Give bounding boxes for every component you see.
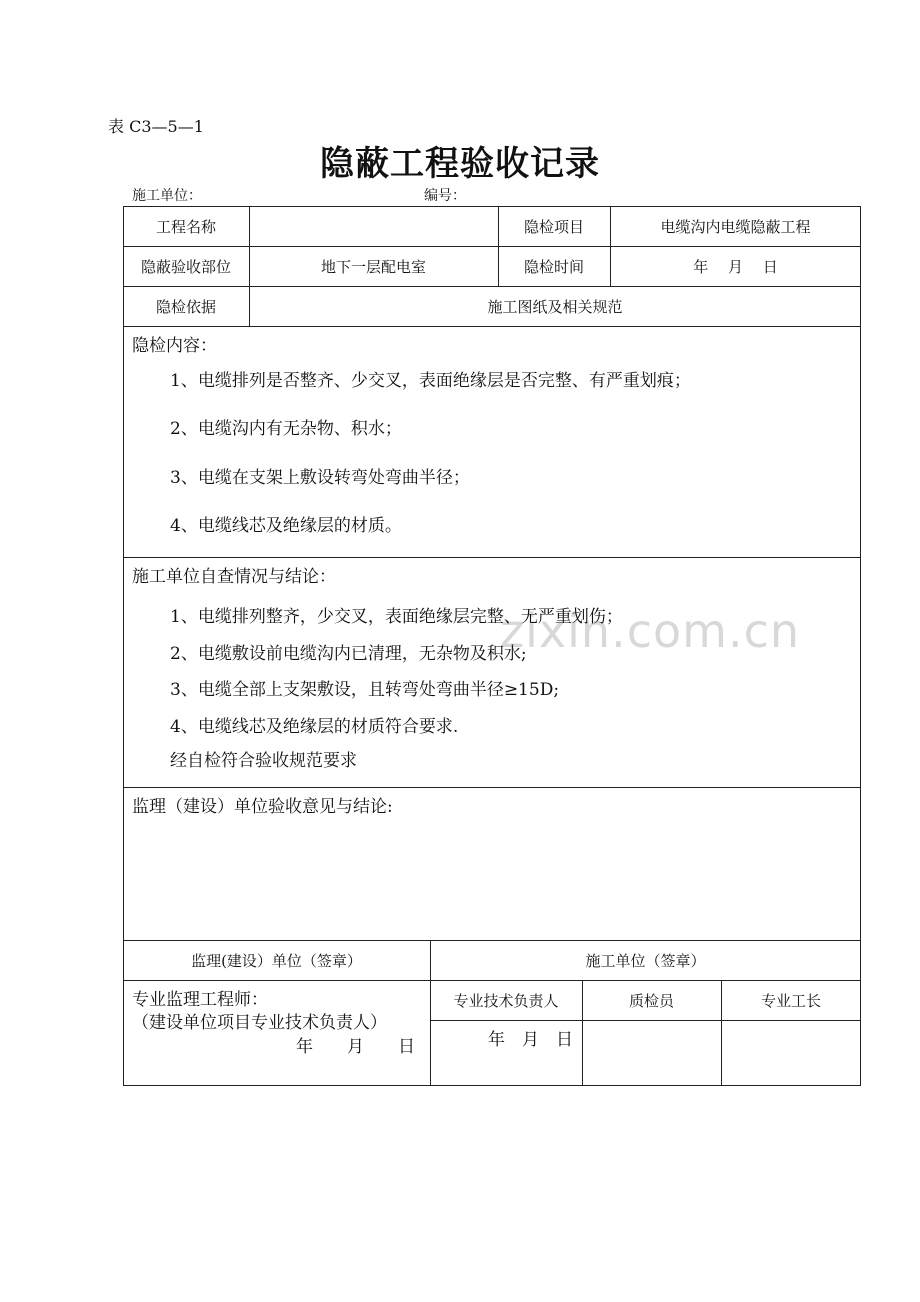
engineer-date: 年 月 日 xyxy=(296,1037,415,1057)
watermark: zixin.com.cn xyxy=(500,604,801,658)
page-title: 隐蔽工程验收记录 xyxy=(320,144,600,184)
number-label: 编号： xyxy=(424,188,466,204)
self-check-conclusion: 经自检符合验收规范要求 xyxy=(170,751,357,771)
engineer-note: （建设单位项目专业技术负责人） xyxy=(132,1013,387,1033)
inspection-item-label: 隐检项目 xyxy=(523,217,584,236)
tech-lead-date: 年 月 日 xyxy=(488,1030,573,1050)
self-check-item: 3、电缆全部上支架敷设，且转弯处弯曲半径≥15D; xyxy=(170,680,560,700)
time-value: 年 月 日 xyxy=(693,257,778,276)
content-heading: 隐检内容： xyxy=(132,336,217,356)
project-name-label: 工程名称 xyxy=(155,217,216,236)
quality-inspector-label: 质检员 xyxy=(628,991,674,1010)
location-label: 隐蔽验收部位 xyxy=(140,257,231,276)
supervision-unit-signature: 监理(建设）单位（签章） xyxy=(191,951,362,970)
form-code: 表 C3—5—1 xyxy=(108,117,204,136)
construction-unit-label: 施工单位： xyxy=(132,188,202,204)
time-label: 隐检时间 xyxy=(523,257,584,276)
content-item: 2、电缆沟内有无杂物、积水； xyxy=(170,419,402,439)
content-item: 3、电缆在支架上敷设转弯处弯曲半径； xyxy=(170,468,470,488)
location-value: 地下一层配电室 xyxy=(320,257,426,276)
construction-unit-signature: 施工单位（签章） xyxy=(585,951,706,970)
engineer-label: 专业监理工程师： xyxy=(132,990,268,1010)
self-check-item: 4、电缆线芯及绝缘层的材质符合要求. xyxy=(170,717,459,737)
tech-lead-label: 专业技术负责人 xyxy=(453,991,559,1010)
supervision-heading: 监理（建设）单位验收意见与结论: xyxy=(132,797,393,817)
foreman-label: 专业工长 xyxy=(760,991,821,1010)
basis-value: 施工图纸及相关规范 xyxy=(487,297,623,316)
self-check-heading: 施工单位自查情况与结论： xyxy=(132,567,336,587)
self-check-item: 1、电缆排列整齐，少交叉，表面绝缘层完整、无严重划伤； xyxy=(170,607,623,627)
basis-label: 隐检依据 xyxy=(155,297,216,316)
content-item: 4、电缆线芯及绝缘层的材质。 xyxy=(170,516,402,536)
self-check-item: 2、电缆敷设前电缆沟内已清理，无杂物及积水; xyxy=(170,644,527,664)
content-item: 1、电缆排列是否整齐、少交叉，表面绝缘层是否完整、有严重划痕； xyxy=(170,371,691,391)
project-name-value xyxy=(249,206,498,246)
inspection-item-value: 电缆沟内电缆隐蔽工程 xyxy=(660,217,811,236)
